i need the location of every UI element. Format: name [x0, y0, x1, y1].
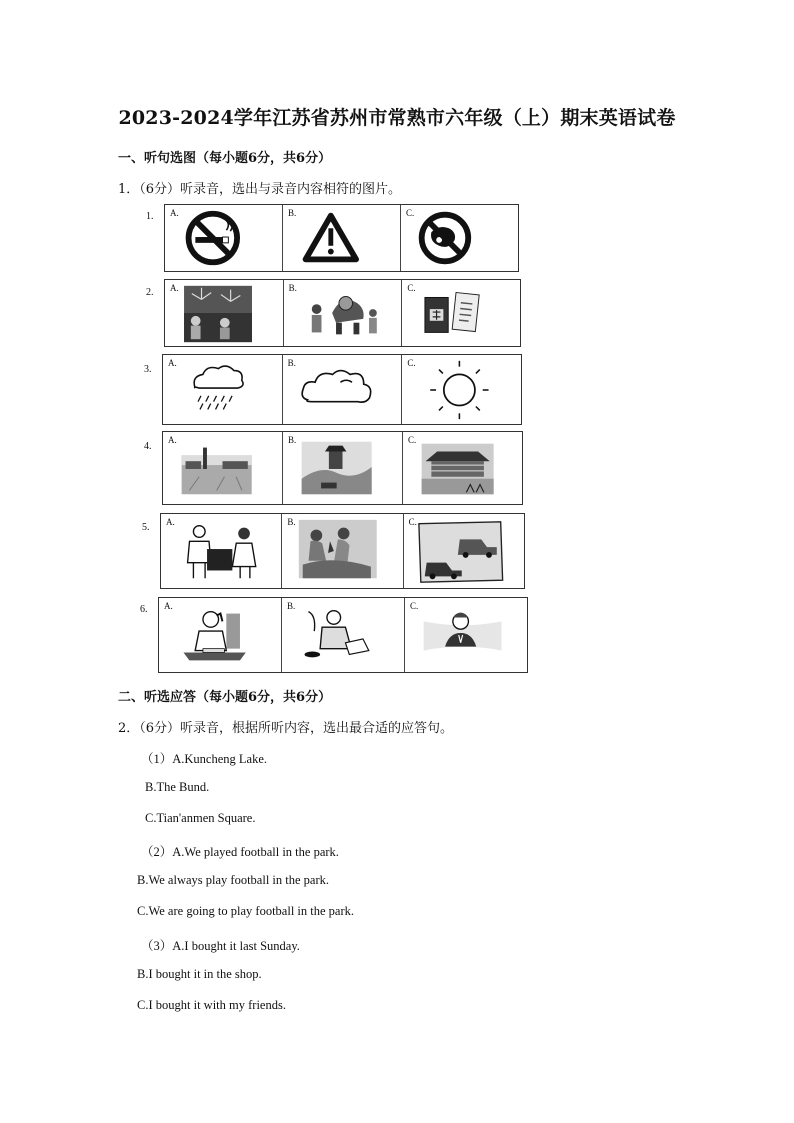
option-label: C.	[410, 601, 419, 611]
option-label: B.	[288, 208, 297, 218]
answer-option-1c[interactable]: C.Tian'anmen Square.	[145, 811, 256, 825]
option-a-cell[interactable]	[165, 280, 284, 346]
option-label: C.	[406, 208, 415, 218]
option-label: B.	[287, 601, 296, 611]
option-c-cell[interactable]	[405, 598, 527, 672]
option-c-cell[interactable]	[404, 514, 524, 588]
option-b-cell[interactable]	[283, 432, 403, 504]
option-a-cell[interactable]	[163, 432, 283, 504]
option-c-cell[interactable]	[402, 355, 521, 424]
red-packets-icon	[402, 280, 520, 346]
picture-row-1	[164, 204, 519, 272]
answer-option-2c[interactable]: C.We are going to play football in the park.	[137, 904, 354, 918]
planting-trees-icon	[282, 514, 402, 588]
option-label: B.	[287, 358, 296, 368]
option-b-cell[interactable]	[283, 205, 401, 271]
man-on-phone-icon	[159, 598, 281, 672]
tiananmen-square-icon	[163, 432, 282, 504]
option-a-cell[interactable]	[161, 514, 282, 588]
option-label: A.	[166, 517, 175, 527]
man-portrait-icon	[405, 598, 527, 672]
answer-option-2b[interactable]: B.We always play football in the park.	[137, 873, 329, 887]
answer-option-2a[interactable]: （2）A.We played football in the park.	[141, 845, 339, 859]
option-b-cell[interactable]	[283, 355, 403, 424]
answer-option-1a[interactable]: （1）A.Kuncheng Lake.	[141, 752, 268, 766]
option-c-cell[interactable]	[403, 432, 522, 504]
cloudy-icon	[283, 355, 402, 424]
picture-row-3	[162, 354, 522, 425]
no-feeding-icon	[401, 205, 518, 271]
palace-museum-icon	[403, 432, 522, 504]
option-label: C.	[407, 283, 416, 293]
row-number: 5.	[142, 522, 150, 533]
option-c-cell[interactable]	[401, 205, 518, 271]
option-label: C.	[407, 358, 416, 368]
option-label: A.	[170, 283, 179, 293]
sunny-icon	[402, 355, 521, 424]
row-number: 1.	[146, 211, 154, 222]
section1-heading: 一、听句选图（每小题6分，共6分）	[118, 151, 332, 166]
option-label: A.	[170, 208, 179, 218]
option-b-cell[interactable]	[284, 280, 403, 346]
no-smoking-icon	[165, 205, 282, 271]
row-number: 6.	[140, 604, 148, 615]
fireworks-scene-icon	[165, 280, 283, 346]
picture-row-6	[158, 597, 528, 673]
row-number: 4.	[144, 441, 152, 452]
picture-row-2	[164, 279, 521, 347]
answer-option-3c[interactable]: C.I bought it with my friends.	[137, 998, 286, 1012]
option-a-cell[interactable]	[165, 205, 283, 271]
answer-option-3b[interactable]: B.I bought it in the shop.	[137, 967, 262, 981]
option-b-cell[interactable]	[282, 598, 405, 672]
warning-triangle-icon	[283, 205, 400, 271]
option-label: C.	[408, 517, 417, 527]
option-label: A.	[168, 435, 177, 445]
option-label: B.	[288, 283, 297, 293]
row-number: 2.	[146, 287, 154, 298]
option-label: C.	[408, 435, 417, 445]
section2-heading: 二、听选应答（每小题6分，共6分）	[118, 690, 332, 705]
option-c-cell[interactable]	[402, 280, 520, 346]
picture-row-5	[160, 513, 525, 589]
rainy-cloud-icon	[163, 355, 282, 424]
page-title: 2023-2024学年江苏省苏州市常熟市六年级（上）期末英语试卷	[118, 107, 676, 129]
option-label: A.	[168, 358, 177, 368]
option-a-cell[interactable]	[159, 598, 282, 672]
option-b-cell[interactable]	[282, 514, 403, 588]
option-label: B.	[288, 435, 297, 445]
option-label: A.	[164, 601, 173, 611]
question2-text: 2．（6分）听录音，根据所听内容，选出最合适的应答句。	[118, 721, 454, 736]
answer-option-3a[interactable]: （3）A.I bought it last Sunday.	[141, 939, 300, 953]
great-wall-icon	[283, 432, 402, 504]
option-a-cell[interactable]	[163, 355, 283, 424]
people-talking-icon	[161, 514, 281, 588]
cars-picture-icon	[404, 514, 524, 588]
row-number: 3.	[144, 364, 152, 375]
option-label: B.	[287, 517, 296, 527]
question1-text: 1．（6分）听录音，选出与录音内容相符的图片。	[118, 182, 402, 197]
lion-dance-icon	[284, 280, 402, 346]
answer-option-1b[interactable]: B.The Bund.	[145, 780, 210, 794]
man-writing-icon	[282, 598, 404, 672]
picture-row-4	[162, 431, 523, 505]
